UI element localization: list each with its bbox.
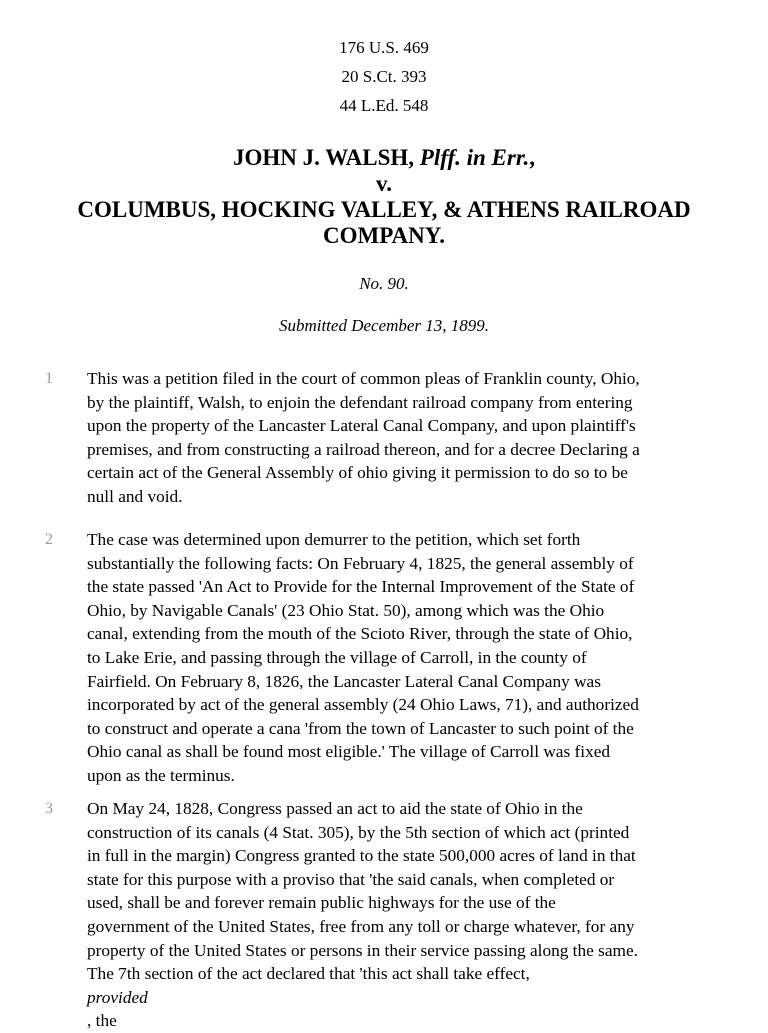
paragraph-line: upon as the terminus. [87, 765, 235, 785]
line-lead: The 7th section of the act declared that 'this act shall take effect, [87, 964, 530, 984]
paragraph-line: substantially the following facts: On February 4, 1825, the general assembly of [87, 553, 634, 573]
citation-led: 44 L.Ed. 548 [339, 96, 429, 115]
paragraph-line: the state passed 'An Act to Provide for the Internal Improvement of the State of [87, 577, 635, 597]
paragraph-line: upon the property of the Lancaster Lateral Canal Company, and upon plaintiff's [87, 416, 636, 436]
citation-us: 176 U.S. 469 [339, 38, 429, 57]
paragraph-line: to construct and operate a cana 'from the town of Lancaster to such point of the [87, 718, 634, 738]
case-title [20, 145, 748, 249]
submitted-date: Submitted December 13, 1899. [278, 316, 490, 335]
paragraph-line: certain act of the General Assembly of ohio giving it permission to do so to be [87, 463, 628, 483]
citations-block [0, 33, 768, 120]
paragraph-line: Fairfield. On February 8, 1826, the Lancaster Lateral Canal Company was [87, 671, 601, 691]
title-versus: v. [376, 171, 392, 196]
title-party2-line1: COLUMBUS, HOCKING VALLEY, & ATHENS RAILROAD [77, 197, 691, 222]
paragraph-line: Ohio canal as shall be found most eligible.' The village of Carroll was fixed [87, 742, 611, 762]
paragraph-number: 2 [45, 531, 53, 548]
paragraph-line: premises, and from constructing a railroad thereon, and for a decree Declaring a [87, 439, 640, 459]
paragraph-line: state for this purpose with a proviso that 'the said canals, when completed or [87, 869, 615, 889]
case-number: No. 90. [359, 274, 409, 293]
title-line-party1 [20, 145, 748, 171]
paragraph-line: canal, extending from the mouth of the Scioto River, through the state of Ohio, [87, 624, 633, 644]
paragraph-line: null and void. [87, 486, 183, 506]
paragraph-text [87, 367, 727, 509]
paragraph-line: incorporated by act of the general assembly (24 Ohio Laws, 71), and authorized [87, 695, 639, 715]
paragraph-number: 3 [45, 800, 53, 817]
paragraph-number: 1 [45, 370, 53, 387]
paragraph-line: in full in the margin) Congress granted to the state 500,000 acres of land in that [87, 846, 636, 866]
paragraph-line: Ohio, by Navigable Canals' (23 Ohio Stat. 50), among which was the Ohio [87, 600, 605, 620]
paragraph-text [87, 528, 727, 788]
paragraph-line: by the plaintiff, Walsh, to enjoin the defendant railroad company from entering [87, 392, 633, 412]
paragraph-line: This was a petition filed in the court of common pleas of Franklin county, Ohio, [87, 369, 640, 388]
party1-role: Plff. in Err. [419, 145, 530, 170]
citation-sct: 20 S.Ct. 393 [341, 67, 427, 86]
paragraph-line: property of the United States or persons in their service passing along the same. [87, 940, 638, 960]
paragraph-line: to Lake Erie, and passing through the village of Carroll, in the county of [87, 647, 587, 667]
line-tail: , the [87, 1011, 117, 1031]
paragraph-line: The case was determined upon demurrer to the petition, which set forth [87, 530, 581, 549]
italic-term: provided [87, 987, 148, 1007]
party1-tail: , [529, 145, 536, 170]
paragraph-line: On May 24, 1828, Congress passed an act to aid the state of Ohio in the [87, 799, 583, 818]
title-party2-line2: COMPANY. [322, 223, 446, 248]
paragraph-line: used, shall be and forever remain public highways for the use of the [87, 893, 556, 913]
paragraph-line: construction of its canals (4 Stat. 305), by the 5th section of which act (printed [87, 822, 630, 842]
party1-name: JOHN J. WALSH, [232, 145, 420, 170]
paragraph-line-last [87, 962, 727, 1033]
paragraph-text [87, 797, 727, 1033]
paragraph-line: government of the United States, free from any toll or charge whatever, for any [87, 916, 635, 936]
